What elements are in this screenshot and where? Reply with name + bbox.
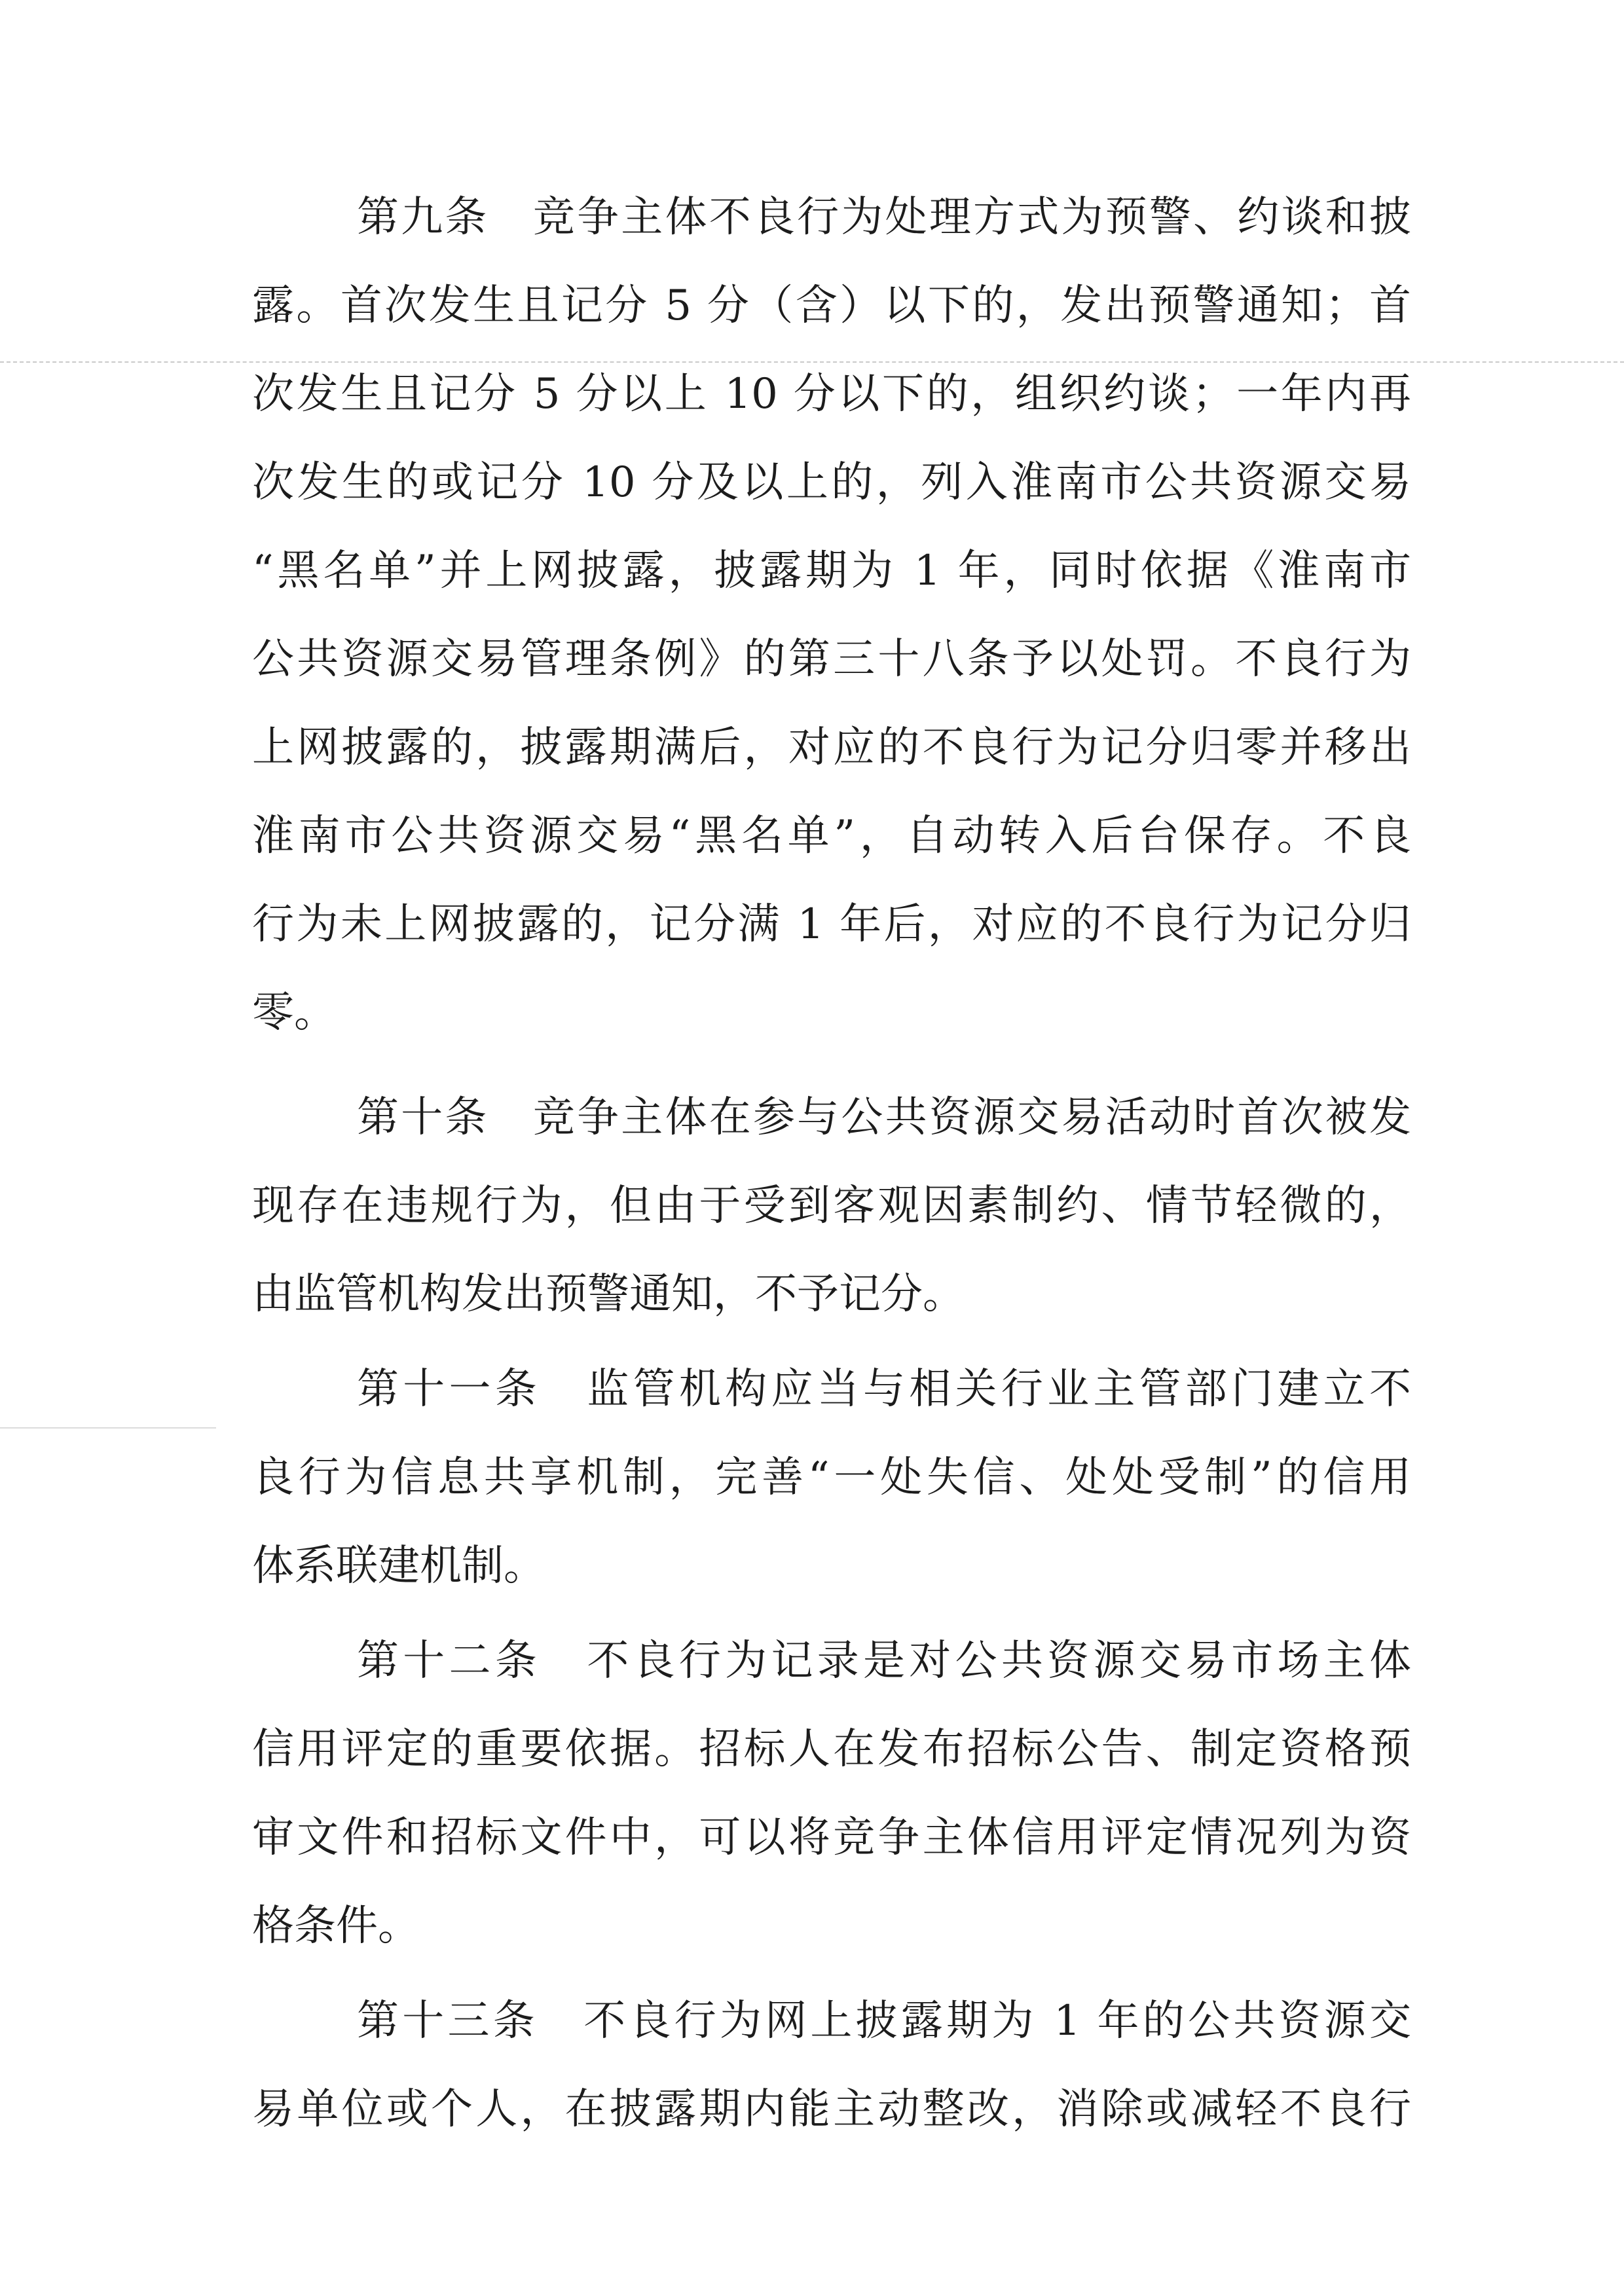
article-12-line: 格条件。 (252, 1902, 420, 1950)
article-9-line: 露。首次发生且记分 5 分（含）以下的，发出预警通知；首 (252, 282, 1411, 330)
article-9-line: 零。 (252, 989, 336, 1037)
article-12-line: 信用评定的重要依据。招标人在发布招标公告、制定资格预 (252, 1725, 1411, 1774)
scan-artifact-line (0, 1427, 216, 1429)
article-10-line: 由监管机构发出预警通知，不予记分。 (252, 1270, 965, 1319)
article-11-line: 良行为信息共享机制，完善“一处失信、处处受制”的信用 (252, 1453, 1411, 1502)
article-9-line: 上网披露的，披露期满后，对应的不良行为记分归零并移出 (252, 723, 1411, 772)
article-13-line: 第十三条 不良行为网上披露期为 1 年的公共资源交 (357, 1997, 1411, 2045)
article-10-line: 现存在违规行为，但由于受到客观因素制约、情节轻微的， (252, 1182, 1411, 1230)
article-9-line: 公共资源交易管理条例》的第三十八条予以处罚。不良行为 (252, 635, 1411, 683)
article-9-line: 第九条 竞争主体不良行为处理方式为预警、约谈和披 (357, 193, 1411, 242)
article-9-line: 行为未上网披露的，记分满 1 年后，对应的不良行为记分归 (252, 900, 1411, 949)
article-11-line: 第十一条 监管机构应当与相关行业主管部门建立不 (357, 1365, 1411, 1413)
article-9-line: 淮南市公共资源交易“黑名单”，自动转入后台保存。不良 (252, 812, 1411, 860)
article-11-line: 体系联建机制。 (252, 1542, 545, 1590)
article-12-line: 审文件和招标文件中，可以将竞争主体信用评定情况列为资 (252, 1813, 1411, 1862)
article-13-line: 易单位或个人，在披露期内能主动整改，消除或减轻不良行 (252, 2085, 1411, 2134)
article-10-line: 第十条 竞争主体在参与公共资源交易活动时首次被发 (357, 1093, 1411, 1142)
article-9-line: 次发生且记分 5 分以上 10 分以下的，组织约谈；一年内再 (252, 370, 1411, 418)
article-9-line: “黑名单”并上网披露，披露期为 1 年，同时依据《淮南市 (252, 547, 1411, 595)
article-9-line: 次发生的或记分 10 分及以上的，列入淮南市公共资源交易 (252, 458, 1411, 507)
article-12-line: 第十二条 不良行为记录是对公共资源交易市场主体 (357, 1637, 1411, 1685)
